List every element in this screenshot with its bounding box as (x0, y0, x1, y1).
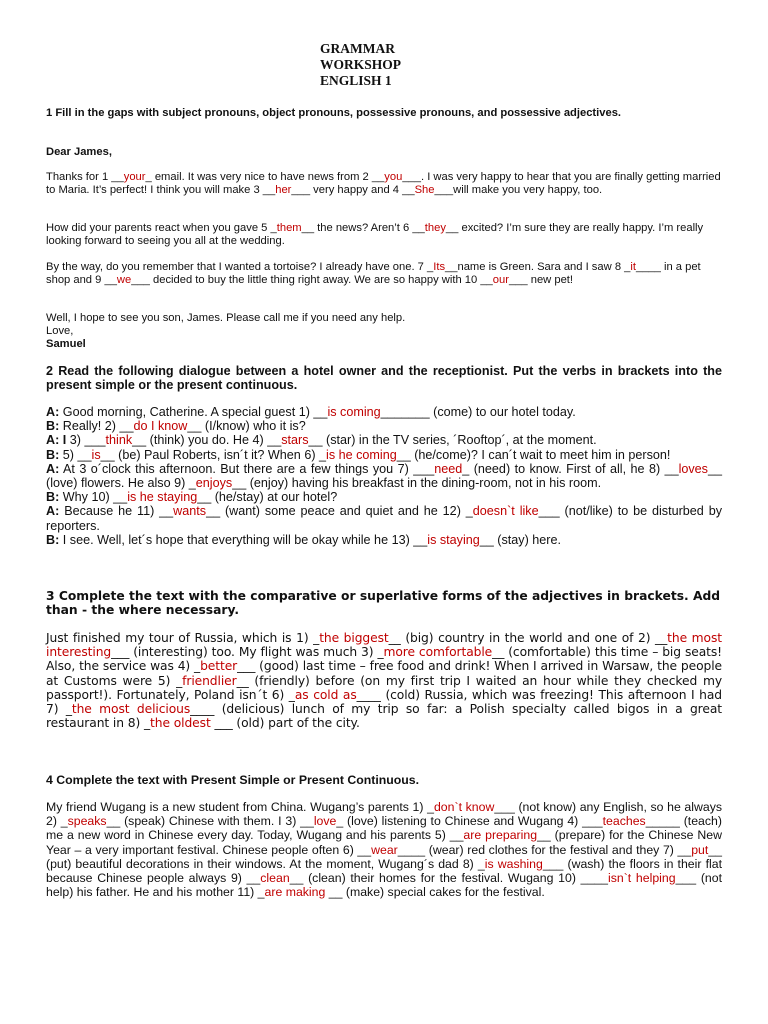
answer-text: don`t know (433, 800, 495, 814)
speaker-label: B: (46, 447, 60, 462)
body-text: __ (friendly) before (on my first trip I waited an hour while they checked my passport!). Fortunately, Poland isn´t 6) _ (46, 673, 722, 702)
answer-text: speaks (67, 814, 107, 829)
title-line: WORKSHOP (320, 57, 402, 72)
answer-text: wants (173, 504, 207, 519)
dialogue-line (46, 419, 722, 433)
answer-text: is he staying (127, 490, 198, 505)
dialogue (46, 405, 722, 547)
body-text: How did your parents react when you gave 5 _ (46, 222, 277, 234)
body-text: __ (enjoy) having his breakfast in the dining-room, not in his room. (232, 476, 602, 491)
answer-text: we (116, 274, 132, 287)
letter-paragraph-1 (46, 171, 722, 197)
answer-text: She (414, 184, 435, 197)
body-text: __name is Green. Sara and I saw 8 _ (445, 261, 631, 273)
answer-text: is coming (327, 405, 381, 419)
body-text: ___ (not know) any English, so he always 2) _ (46, 800, 723, 829)
body-text: Why 10) __ (59, 490, 128, 505)
answer-text: teaches (602, 814, 646, 829)
letter-paragraph-2 (46, 222, 722, 248)
body-text: _______ (come) to our hotel today. (380, 405, 576, 419)
body-text: __ (clean) their homes for the festival. Wugang 10) ____ (289, 871, 608, 886)
speaker-label: A: (46, 504, 60, 519)
section-3-heading: 3 Complete the text with the comparative or superlative forms of the adjectives in brackets. Add than - the where necessary. (46, 589, 721, 618)
section-3-paragraph (46, 631, 722, 730)
answer-text: is he coming (326, 447, 397, 462)
section-4-paragraph (46, 800, 722, 899)
section-4-heading: 4 Complete the text with Present Simple or Present Continuous. (46, 773, 420, 787)
body-text: ___ (good) last time – free food and drink! When I arrived in Warsaw, the people at Customs were 5) _ (46, 659, 722, 688)
answer-text: the most delicious (71, 702, 191, 717)
body-text: __ (star) in the TV series, ´Rooftop´, at the moment. (308, 433, 597, 448)
letter-closing (46, 312, 722, 352)
letter-signature: Samuel (46, 338, 86, 351)
body-text: ___ (not help) his father. He and his mother 11) _ (46, 871, 723, 900)
body-text: ___. I was very happy to hear that you are finally getting married to Maria. It’s perfect! I think you will make 3 __ (46, 171, 721, 197)
body-text: ___ decided to buy the little thing right away. We are so happy with 10 __ (131, 274, 493, 287)
dialogue-line (46, 533, 722, 547)
answer-text: friendlier (182, 673, 237, 688)
body-text: __ (make) special cakes for the festival. (325, 885, 545, 900)
answer-text: your (123, 171, 146, 183)
answer-text: enjoys (195, 476, 233, 491)
body-text: __ (put) beautiful decorations in their windows. At the moment, Wugang´s dad 8) _ (46, 842, 723, 871)
answer-text: the most interesting (46, 631, 722, 660)
answer-text: better (200, 659, 238, 674)
dialogue-line (46, 462, 722, 490)
answer-text: do I know (133, 419, 188, 434)
body-text: __ (big) country in the world and one of 2) __ (388, 631, 668, 645)
body-text: __ (comfortable) this time – big seats! Also, the service was 4) _ (46, 645, 723, 674)
answer-text: it (630, 261, 636, 273)
answer-text: the biggest (319, 631, 389, 645)
dialogue-line (46, 405, 722, 419)
body-text: My friend Wugang is a new student from China. Wugang’s parents 1) _ (46, 800, 434, 814)
body-text: __ (stay) here. (479, 532, 561, 547)
closing-line: Well, I hope to see you son, James. Please call me if you need any help. (46, 312, 406, 324)
answer-text: them (276, 222, 302, 234)
body-text: 5) __ (59, 447, 92, 462)
body-text: _ (need) to know. First of all, he 8) __ (462, 461, 679, 476)
letter-paragraph-3 (46, 261, 722, 287)
body-text: __ (speak) Chinese with them. I 3) __ (106, 814, 314, 829)
body-text: __ (prepare) for the Chinese New Year – a very important festival. Chinese people often 6) __ (46, 828, 722, 857)
body-text: _ (love) listening to Chinese and Wugang 4) ___ (336, 814, 603, 829)
body-text: ___ very happy and 4 __ (291, 184, 415, 197)
body-text: __ (he/stay) at our hotel? (197, 490, 338, 505)
body-text: Good morning, Catherine. A special guest 1) __ (59, 405, 328, 419)
body-text: ___ new pet! (508, 274, 574, 287)
body-text: Really! 2) __ (59, 419, 134, 434)
body-text: _ email. It was very nice to have news from 2 __ (145, 171, 385, 183)
answer-text: loves (678, 461, 708, 476)
answer-text: isn`t helping (607, 871, 676, 886)
body-text: I see. Well, let´s hope that everything will be okay while he 13) __ (59, 532, 428, 547)
letter-greeting: Dear James, (46, 146, 112, 158)
body-text: ____ (wear) red clothes for the festival and they 7) __ (397, 842, 692, 857)
body-text: By the way, do you remember that I wanted a tortoise? I already have one. 7 _ (46, 261, 434, 273)
speaker-label: A: I (46, 433, 67, 448)
answer-text: are preparing (463, 828, 538, 843)
body-text: 3) ___ (66, 433, 106, 448)
body-text: __ the news? Aren’t 6 __ (301, 222, 425, 234)
answer-text: wear (371, 842, 398, 857)
speaker-label: B: (46, 419, 60, 434)
worksheet-title (320, 41, 401, 89)
dialogue-line (46, 448, 722, 462)
dialogue-line (46, 504, 722, 532)
answer-text: stars (281, 433, 309, 448)
section-1-heading: 1 Fill in the gaps with subject pronouns, object pronouns, possessive pronouns, and possessive adjectives. (46, 107, 622, 119)
title-line: GRAMMAR (320, 41, 395, 56)
section-2-heading: 2 Read the following dialogue between a hotel owner and the receptionist. Put the verbs in brackets into the present simple or the present continuous. (46, 364, 722, 393)
answer-text: doesn`t like (472, 504, 539, 519)
closing-love: Love, (46, 325, 74, 338)
speaker-label: B: (46, 490, 60, 505)
body-text: __ (I/know) who it is? (187, 419, 306, 434)
body-text: ___will make you very happy, too. (434, 184, 603, 197)
body-text: At 3 o´clock this afternoon. But there are a few things you 7) ___ (59, 461, 435, 476)
body-text: __ (think) you do. He 4) __ (132, 433, 282, 448)
body-text: Thanks for 1 __ (46, 171, 124, 183)
body-text: Because he 11) __ (59, 504, 174, 519)
body-text: __ (he/come)? I can´t wait to meet him in person! (396, 447, 671, 462)
answer-text: is (91, 447, 101, 462)
body-text: ____ in a pet shop and 9 __ (46, 261, 701, 287)
body-text: __ (want) some peace and quiet and he 12) _ (206, 504, 473, 519)
dialogue-line (46, 433, 722, 447)
speaker-label: A: (46, 405, 60, 419)
body-text: ___ (interesting) too. My flight was much 3) _ (111, 645, 384, 660)
answer-text: as cold as (294, 687, 357, 702)
answer-text: need (434, 461, 463, 476)
answer-text: Its (433, 261, 446, 273)
answer-text: think (105, 433, 133, 448)
answer-text: her (275, 184, 292, 197)
body-text: __ excited? I’m sure they are really happy. I’m really looking forward to seeing you all at the wedding. (46, 222, 704, 248)
answer-text: are making (264, 885, 326, 900)
speaker-label: A: (46, 461, 60, 476)
body-text: _____ (teach) me a new word in Chinese every day. Today, Wugang and his parents 5) __ (46, 814, 722, 843)
body-text: ___ (not/like) to be disturbed by reporters. (46, 504, 723, 533)
answer-text: is staying (427, 532, 480, 547)
body-text: __ (love) flowers. He also 9) _ (46, 461, 722, 491)
speaker-label: B: (46, 532, 60, 547)
answer-text: our (492, 274, 509, 287)
answer-text: clean (260, 871, 290, 886)
body-text: Just finished my tour of Russia, which is 1) _ (46, 631, 320, 645)
body-text: ___ (old) part of the city. (210, 716, 360, 731)
title-line: ENGLISH 1 (320, 73, 392, 88)
body-text: ____ (cold) Russia, which was freezing! This afternoon I had 7) _ (46, 687, 722, 717)
body-text: ___ (wash) the floors in their flat because Chinese people always 9) __ (46, 856, 722, 886)
answer-text: put (691, 842, 709, 857)
answer-text: love (313, 814, 337, 829)
answer-text: more comfortable (383, 645, 493, 660)
answer-text: the oldest (150, 716, 211, 731)
dialogue-line (46, 490, 722, 504)
answer-text: they (424, 222, 446, 234)
answer-text: you (384, 171, 403, 183)
answer-text: is washing (484, 856, 543, 871)
body-text: ____ (delicious) lunch of my trip so far: a Polish specialty called bigos in a great restaurant in 8) _ (46, 702, 722, 731)
body-text: __ (be) Paul Roberts, isn´t it? When 6) _ (100, 447, 327, 462)
